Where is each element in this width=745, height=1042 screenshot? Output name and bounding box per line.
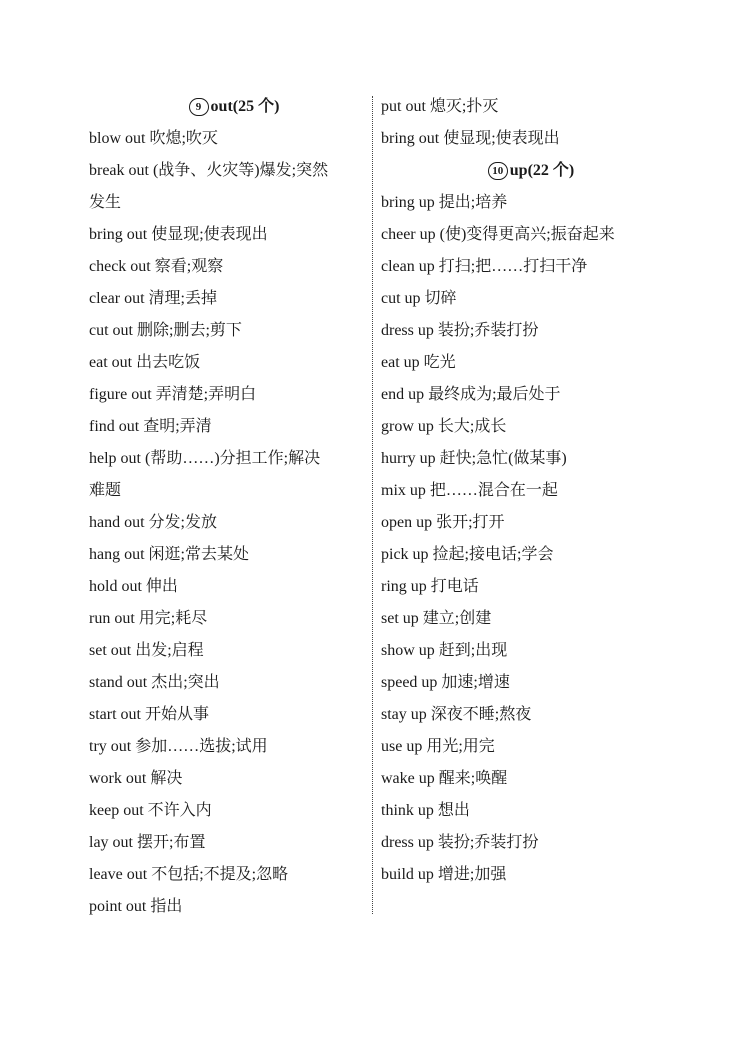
phrase-entry: set up 建立;创建 — [381, 610, 492, 627]
section-number-badge: 10 — [488, 162, 508, 180]
phrase-entry: eat up 吃光 — [381, 354, 456, 371]
phrase-entry: speed up 加速;增速 — [381, 674, 510, 691]
phrase-entry: clean up 打扫;把……打扫干净 — [381, 258, 588, 275]
phrase-entry: bring up 提出;培养 — [381, 194, 508, 211]
phrase-entry: wake up 醒来;唤醒 — [381, 770, 508, 787]
phrase-entry: leave out 不包括;不提及;忽略 — [89, 866, 289, 883]
phrase-entry: try out 参加……选拔;试用 — [89, 738, 268, 755]
phrase-entry: help out (帮助……)分担工作;解决 — [89, 450, 321, 467]
phrase-entry: keep out 不许入内 — [89, 802, 212, 819]
phrase-entry: use up 用光;用完 — [381, 738, 495, 755]
phrase-entry: bring out 使显现;使表现出 — [381, 130, 560, 147]
phrase-entry: cut up 切碎 — [381, 290, 457, 307]
phrase-entry: check out 察看;观察 — [89, 258, 224, 275]
phrase-entry: blow out 吹熄;吹灭 — [89, 130, 218, 147]
phrase-entry: mix up 把……混合在一起 — [381, 482, 558, 499]
phrase-entry: figure out 弄清楚;弄明白 — [89, 386, 257, 403]
phrase-entry: lay out 摆开;布置 — [89, 834, 206, 851]
phrase-entry: find out 查明;弄清 — [89, 418, 212, 435]
column-divider — [372, 96, 373, 914]
phrase-entry: hurry up 赶快;急忙(做某事) — [381, 450, 567, 467]
section-up-header — [381, 155, 681, 187]
phrase-entry: cut out 删除;删去;剪下 — [89, 322, 242, 339]
phrase-entry: dress up 装扮;乔装打扮 — [381, 834, 539, 851]
phrase-entry: stay up 深夜不睡;熬夜 — [381, 706, 532, 723]
right-column — [381, 91, 681, 891]
phrase-entry: ring up 打电话 — [381, 578, 479, 595]
phrase-entry: break out (战争、火灾等)爆发;突然 — [89, 162, 329, 179]
phrase-entry: point out 指出 — [89, 898, 183, 915]
left-column — [89, 91, 379, 923]
phrase-entry: start out 开始从事 — [89, 706, 209, 723]
phrase-entry: stand out 杰出;突出 — [89, 674, 220, 691]
phrase-entry: hold out 伸出 — [89, 578, 178, 595]
phrase-entry: 发生 — [89, 194, 122, 211]
phrase-entry: run out 用完;耗尽 — [89, 610, 208, 627]
out-phrase-list — [89, 123, 379, 923]
section-title: up(22 个) — [509, 162, 575, 179]
phrase-entry: show up 赶到;出现 — [381, 642, 508, 659]
phrase-entry: clear out 清理;丢掉 — [89, 290, 217, 307]
phrase-entry: pick up 捡起;接电话;学会 — [381, 546, 554, 563]
section-out-header — [89, 91, 379, 123]
phrase-entry: dress up 装扮;乔装打扮 — [381, 322, 539, 339]
up-phrase-list — [381, 187, 681, 891]
phrase-entry: open up 张开;打开 — [381, 514, 505, 531]
phrase-entry: bring out 使显现;使表现出 — [89, 226, 268, 243]
section-number-badge: 9 — [189, 98, 209, 116]
phrase-entry: hand out 分发;发放 — [89, 514, 217, 531]
section-title: out(25 个) — [210, 98, 280, 115]
phrase-entry: think up 想出 — [381, 802, 470, 819]
out-continued-list — [381, 91, 681, 155]
phrase-entry: hang out 闲逛;常去某处 — [89, 546, 249, 563]
phrase-entry: 难题 — [89, 482, 122, 499]
phrase-entry: work out 解决 — [89, 770, 183, 787]
phrase-entry: set out 出发;启程 — [89, 642, 204, 659]
phrase-entry: end up 最终成为;最后处于 — [381, 386, 561, 403]
phrase-entry: build up 增进;加强 — [381, 866, 507, 883]
phrase-entry: grow up 长大;成长 — [381, 418, 507, 435]
phrase-entry: cheer up (使)变得更高兴;振奋起来 — [381, 226, 615, 243]
phrase-entry: eat out 出去吃饭 — [89, 354, 201, 371]
phrase-entry: put out 熄灭;扑灭 — [381, 98, 499, 115]
